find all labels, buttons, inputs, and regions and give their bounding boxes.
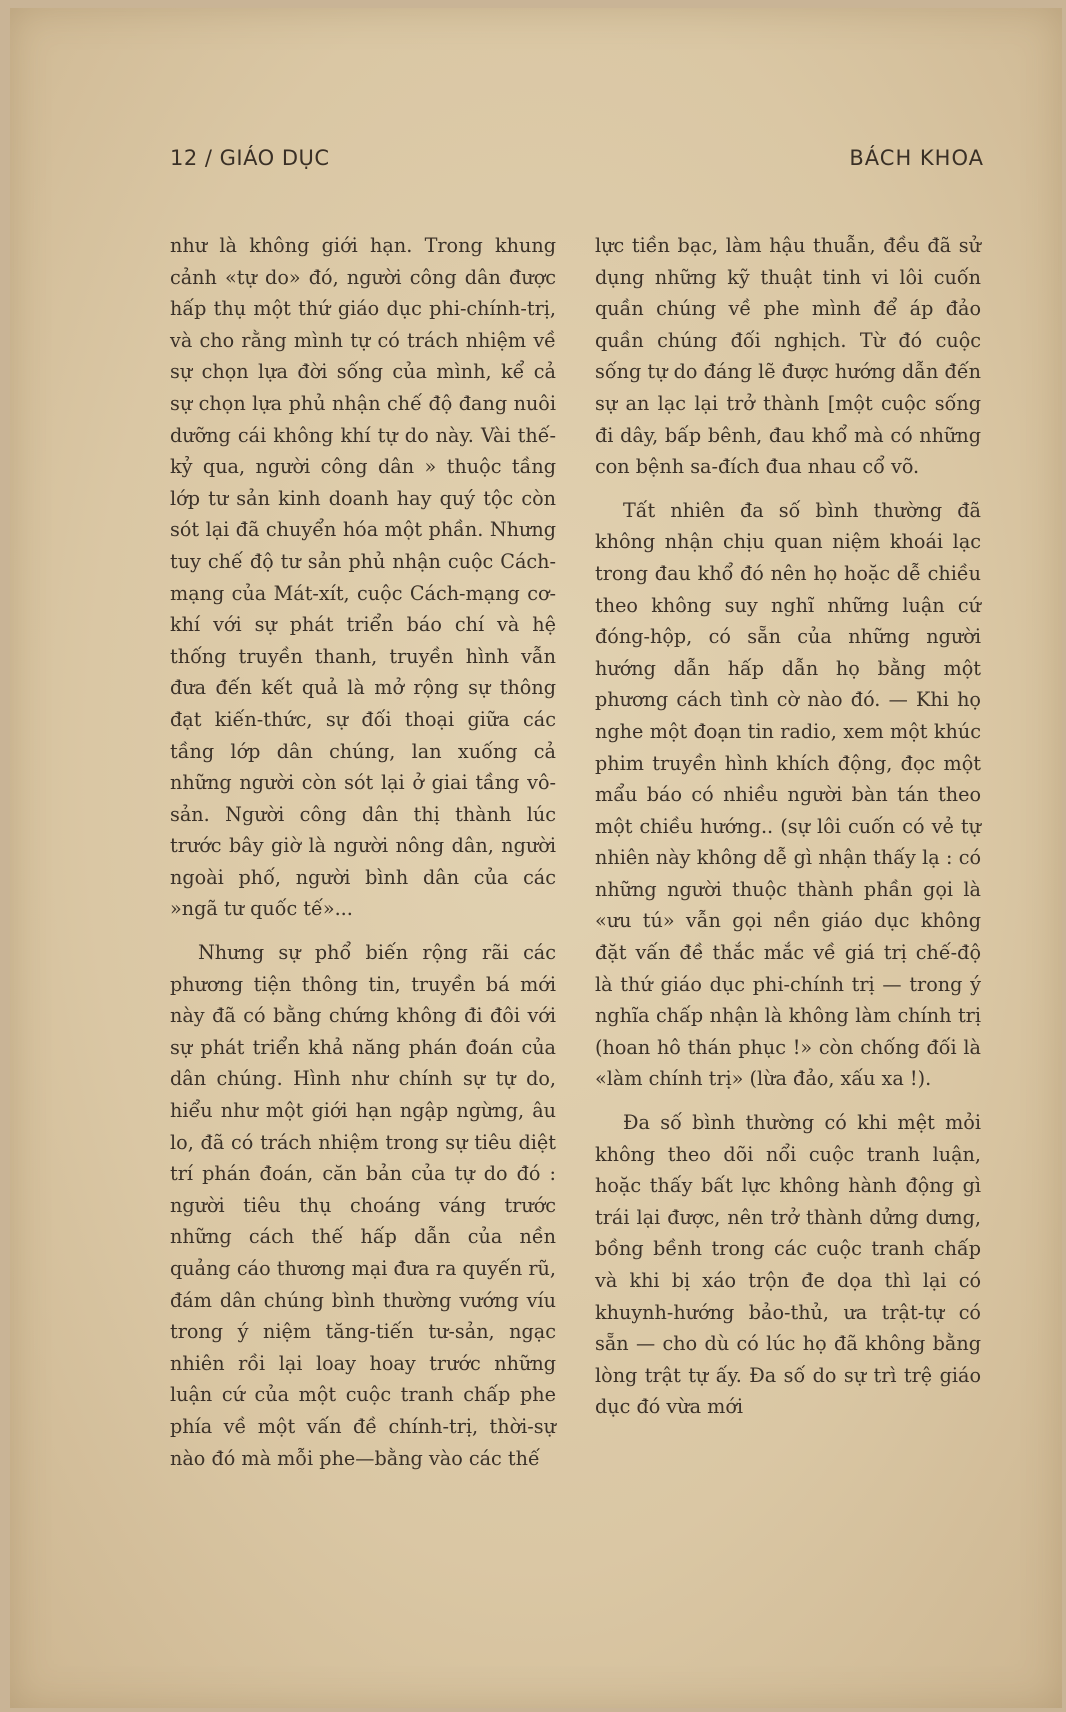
right-paragraph-1: lực tiền bạc, làm hậu thuẫn, đều đã sử dụng những kỹ thuật tinh vi lôi cuốn quần chúng về phe mình để áp đảo quần chúng đối nghịch. Từ đó cuộc sống tự do đáng lẽ được hướng dẫn đến sự an lạc lại trở thành [một cuộc sống đi dây, bấp bênh, đau khổ mà có những con bệnh sa-đích đua nhau cổ võ.: [595, 234, 981, 479]
right-column: [595, 230, 981, 1423]
left-paragraph-2: Nhưng sự phổ biến rộng rãi các phương tiện thông tin, truyền bá mới này đã có bằng chứng không đi đôi với sự phát triển khả năng phán đoán của dân chúng. Hình như chính sự tự do, hiểu như một giới hạn ngập ngừng, âu lo, đã có trách nhiệm trong sự tiêu diệt trí phán đoán, căn bản của tự do đó : người tiêu thụ choáng váng trước những cách thế hấp dẫn của nền quảng cáo thương mại đưa ra quyến rũ, đám dân chúng bình thường vướng víu trong ý niệm tăng-tiến tư-sản, ngạc nhiên rồi lại loay hoay trước những luận cứ của một cuộc tranh chấp phe phía về một vấn đề chính-trị, thời-sự nào đó mà mỗi phe—bằng vào các thế: [170, 941, 556, 1470]
page-number-section-title: 12 / GIÁO DỤC: [170, 146, 330, 170]
magazine-title: BÁCH KHOA: [849, 146, 984, 170]
right-paragraph-2: Tất nhiên đa số bình thường đã không nhận chịu quan niệm khoái lạc trong đau khổ đó nên họ hoặc dễ chiều theo không suy nghĩ những luận cứ đóng-hộp, có sẵn của những người hướng dẫn hấp dẫn họ bằng một phương cách tình cờ nào đó. — Khi họ nghe một đoạn tin radio, xem một khúc phim truyền hình khích động, đọc một mẩu báo có nhiều người bàn tán theo một chiều hướng.. (sự lôi cuốn có vẻ tự nhiên này không dễ gì nhận thấy lạ : có những người thuộc thành phần gọi là «ưu tú» vẫn gọi nền giáo dục không đặt vấn đề thắc mắc về giá trị chế-độ là thứ giáo dục phi-chính trị — trong ý nghĩa chấp nhận là không làm chính trị (hoan hô thán phục !» còn chống đối là «làm chính trị» (lừa đảo, xấu xa !).: [595, 498, 981, 1091]
right-paragraph-3: Đa số bình thường có khi mệt mỏi không theo dõi nổi cuộc tranh luận, hoặc thấy bất lực không hành động gì trái lại được, nên trở thành dửng dưng, bồng bềnh trong các cuộc tranh chấp và khi bị xáo trộn đe dọa thì lại có khuynh-hướng bảo-thủ, ưa trật-tự có sẵn — cho dù có lúc họ đã không bằng lòng trật tự ấy. Đa số do sự trì trệ giáo dục đó vừa mới: [595, 1111, 981, 1419]
left-paragraph-1: như là không giới hạn. Trong khung cảnh «tự do» đó, người công dân được hấp thụ một thứ giáo dục phi-chính-trị, và cho rằng mình tự có trách nhiệm về sự chọn lựa đời sống của mình, kể cả sự chọn lựa phủ nhận chế độ đang nuôi dưỡng cái không khí tự do này. Vài thế-kỷ qua, người công dân » thuộc tầng lớp tư sản kinh doanh hay quý tộc còn sót lại đã chuyển hóa một phần. Nhưng tuy chế độ tư sản phủ nhận cuộc Cách-mạng của Mát-xít, cuộc Cách-mạng cơ-khí với sự phát triển báo chí và hệ thống truyền thanh, truyền hình vẫn đưa đến kết quả là mở rộng sự thông đạt kiến-thức, sự đối thoại giữa các tầng lớp dân chúng, lan xuống cả những người còn sót lại ở giai tầng vô-sản. Người công dân thị thành lúc trước bây giờ là người nông dân, người ngoài phố, người bình dân của các »ngã tư quốc tế»...: [170, 234, 556, 921]
left-column: [170, 230, 556, 1474]
page-sheet: [10, 8, 1062, 1708]
